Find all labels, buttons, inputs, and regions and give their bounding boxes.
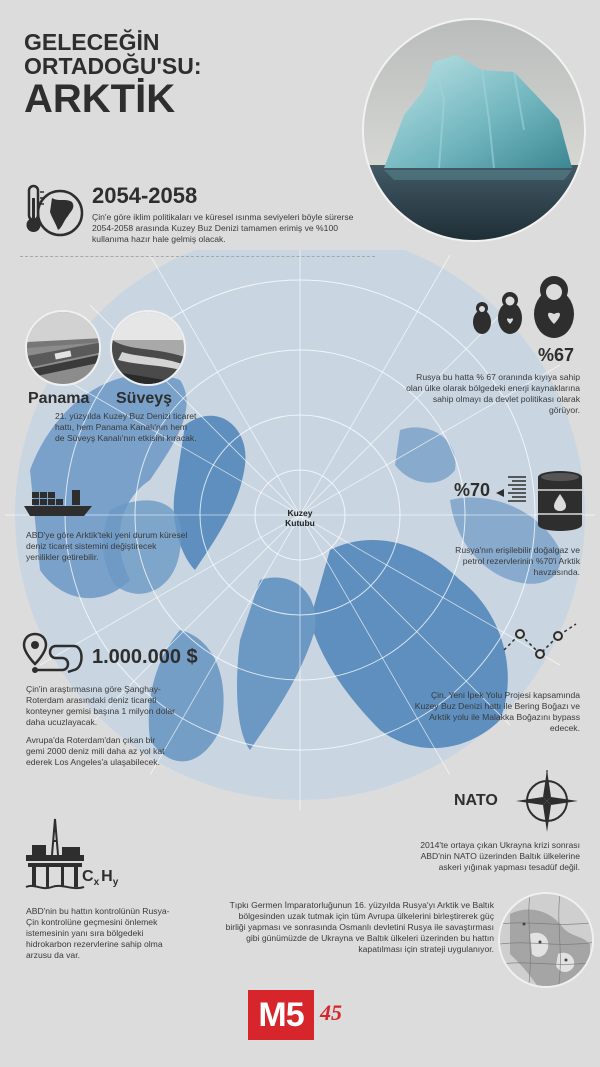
- reserves-text: Rusya'nın erişilebilir doğalgaz ve petrol rezervlerinin %70'i Arktik havzasında.: [455, 545, 580, 577]
- anniversary-number: 45: [320, 1000, 342, 1025]
- m5-logo-text: M5: [258, 995, 304, 1034]
- panama-label: Panama: [28, 390, 90, 407]
- progress-ticks-icon: [494, 475, 530, 509]
- silk-road-text: Çin, Yeni İpek Yolu Projesi kapsamında Kuzey Buz Denizi hattı ile Bering Boğazı ve Arktik yolu ile Malakka Boğazını bypass edecek.: [414, 690, 580, 733]
- title-line1: GELECEĞİN: [24, 29, 160, 55]
- oil-rig-icon: [22, 815, 88, 891]
- route-nodes-icon: [500, 610, 580, 666]
- thermometer-globe-icon: [22, 180, 88, 246]
- hydrocarbon-text: ABD'nin bu hattın kontrolünün Rusya-Çin kontrolüne geçmesini önlemek istemesinin yanı sıra bölgedeki hidrokarbon rezervlerine sahip olma arzusu da var.: [26, 906, 170, 960]
- formula-h: H: [101, 868, 113, 885]
- historical-map-photo: [498, 892, 594, 988]
- page-title: [24, 30, 202, 120]
- suez-label: Süveyş: [116, 390, 173, 407]
- canals-text: 21. yüzyılda Kuzey Buz Denizi ticaret hattı, hem Panama Kanalı'nın hem de Süveyş Kanalı'nın etkisini kıracak.: [55, 411, 197, 443]
- matryoshka-dolls-icon: [470, 272, 580, 340]
- savings-amount: 1.000.000 $: [92, 646, 198, 668]
- suez-canal-photo: [110, 310, 186, 386]
- climate-years: 2054-2058: [92, 183, 198, 208]
- russia-share-percent: %67: [538, 345, 575, 365]
- title-line3: ARKTİK: [24, 77, 176, 122]
- nato-text: 2014'te ortaya çıkan Ukrayna krizi sonrası ABD'nin NATO üzerinden Baltık ülkelerine askeri yığınak yapması tesadüf değil.: [420, 840, 580, 872]
- russia-share-text: Rusya bu hatta % 67 oranında kıyıya sahip olan ülke olarak bölgedeki enerji kaynaklarına sahip olmayı da devlet politikası olarak görüyor.: [406, 372, 580, 415]
- oil-barrel-icon: [536, 470, 584, 532]
- savings-text-1: Çin'in araştırmasına göre Şanghay-Roterdam arasındaki deniz ticareti konteyner gemisi başına 1 milyon dolar daha ucuzlayacak.: [26, 684, 176, 727]
- divider: [20, 256, 375, 257]
- panama-canal-photo: [25, 310, 101, 386]
- history-text: Tıpkı Germen İmparatorluğunun 16. yüzyılda Rusya'yı Arktik ve Baltık bölgesinden uzak tutmak için tüm Avrupa ülkelerini birleştirerek güç birliği yapması ve sonrasında Osmanlı devletini Rusya ile savaştırması gibi günümüzde de Ukrayna ve Baltık ülkeleri üzerinden bu hattın kapatılması için strateji uygulanıyor.: [225, 900, 494, 954]
- hydrocarbon-formula: [82, 868, 118, 888]
- climate-text: Çin'e göre iklim politikaları ve küresel ısınma seviyeleri böyle sürerse 2054-2058 arasında Kuzey Buz Denizi tamamen erimiş ve %100 kullanıma hazır hale gelmiş olacak.: [92, 212, 354, 244]
- formula-c: C: [82, 868, 94, 885]
- nato-label: NATO: [454, 792, 498, 809]
- shipping-text: ABD'ye göre Arktik'teki yeni durum küresel deniz ticaret sistemini değiştirecek yenilikler getirebilir.: [26, 530, 188, 562]
- reserves-percent: %70: [454, 480, 491, 500]
- route-pin-icon: [22, 632, 88, 676]
- m5-logo: [248, 990, 314, 1040]
- iceberg-photo: [362, 18, 586, 242]
- formula-y: y: [112, 877, 119, 888]
- formula-x: x: [93, 877, 100, 888]
- savings-text-2: Avrupa'da Roterdam'dan çıkan bir gemi 2000 deniz mili daha az yol kat ederek Los Angeles'a ulaşabilecek.: [26, 735, 165, 767]
- title-line2: ORTADOĞU'SU:: [24, 53, 202, 80]
- nato-compass-icon: [514, 768, 580, 834]
- north-pole-line2: Kutubu: [285, 518, 315, 529]
- north-pole-line1: Kuzey: [287, 508, 313, 518]
- anniversary-logo: [320, 1000, 342, 1026]
- north-pole-label: [270, 508, 330, 528]
- cargo-ship-icon: [22, 488, 94, 518]
